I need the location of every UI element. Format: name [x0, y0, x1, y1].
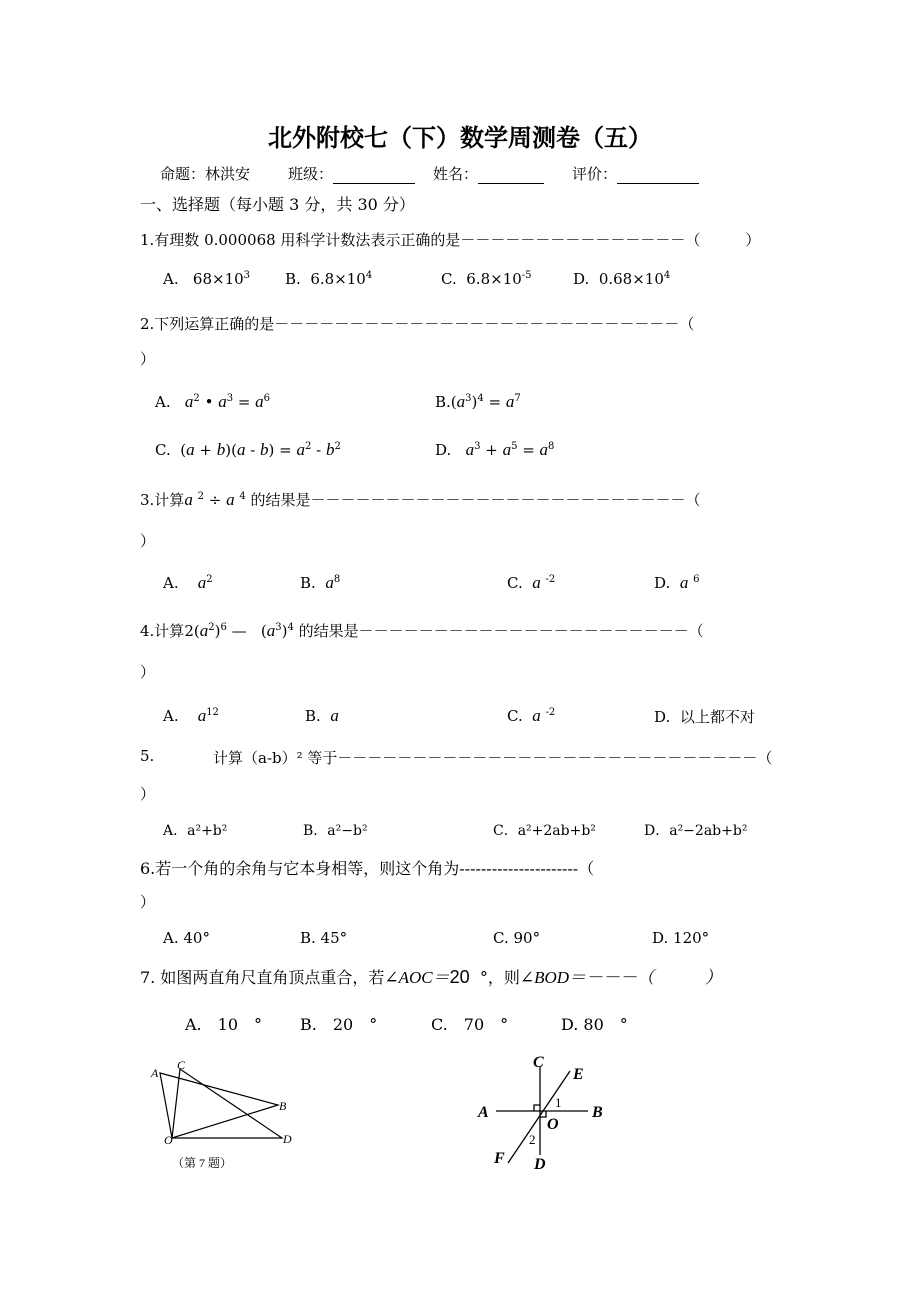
fig1-label-d: D [283, 1132, 292, 1146]
q7-option-a: A. 10 ° [185, 1015, 263, 1034]
fig1-label-b: B [279, 1099, 287, 1113]
q4-option-c: C. a $^{-2}$ [507, 706, 556, 725]
q6-option-d: D. 120° [652, 929, 710, 947]
line-ef [508, 1071, 570, 1163]
q3-option-c: C. a $^{-2}$ [507, 573, 556, 592]
q2-option-d: D. $a^3 + a^5 = a^8$ [435, 440, 555, 459]
q5-option-c: C．a²+2ab+b² [493, 823, 596, 839]
fig2-label-e: E [573, 1066, 584, 1083]
fig2-label-2: 2 [529, 1132, 536, 1147]
q1-option-d: D. $0.68\times 10^4$ [573, 270, 671, 288]
class-field: 班级： [288, 163, 415, 184]
question-2-close: ） [140, 350, 156, 368]
q3-option-a: A. $a^2$ [163, 573, 213, 592]
fig1-label-o: O [164, 1133, 173, 1147]
triangle-aob [160, 1073, 278, 1138]
question-2-stem: 2.下列运算正确的是－－－－－－－－－－－－－－－－－－－－－－－－－－－（ [140, 315, 695, 333]
fig1-label-c: C [177, 1058, 186, 1072]
q4-option-a: A. $a^{12}$ [163, 706, 219, 725]
triangle-cod [172, 1069, 282, 1138]
section-heading: 一、选择题（每小题 3 分，共 30 分） [140, 195, 415, 214]
q5-option-d: D．a²−2ab+b² [644, 823, 748, 839]
fig2-label-a: A [478, 1104, 489, 1121]
question-5-close: ） [140, 785, 156, 803]
right-angle-mark-top [534, 1105, 540, 1111]
q3-option-d: D. a $^6$ [654, 573, 700, 592]
q6-option-b: B. 45° [300, 929, 348, 947]
fig2-label-1: 1 [555, 1095, 562, 1110]
page-title: 北外附校七（下）数学周测卷（五） [268, 124, 652, 152]
question-5-stem: 计算（a-b）² 等于－－－－－－－－－－－－－－－－－－－－－－－－－－－－（ [213, 749, 773, 767]
q2-option-c: C. $(a + b)(a - b) = a^2 - b^2$ [155, 440, 341, 459]
fig1-label-a: A [151, 1066, 159, 1080]
question-5-number: 5. [140, 747, 155, 765]
question-7-stem: 7. 如图两直角尺直角顶点重合，若∠AOC＝20 °，则∠BOD＝－－－（ ） [140, 967, 723, 987]
question-3-close: ） [140, 532, 156, 550]
fig2-label-c: C [533, 1054, 544, 1071]
q5-option-b: B．a²−b² [303, 823, 368, 839]
question-4-close: ） [140, 663, 156, 681]
question-1-stem: 1.有理数 0.000068 用科学计数法表示正确的是－－－－－－－－－－－－－－－（ ） [140, 231, 761, 249]
fig2-label-b: B [592, 1104, 603, 1121]
q1-option-a: A. $68\times 10^3$ [163, 270, 251, 288]
q1-option-c: C. $6.8\times 10^{-5}$ [441, 270, 532, 288]
q4-option-d: D. 以上都不对 [654, 708, 755, 726]
question-4-stem: 4.计算$2(a^2)^6$ — $(a^3)^4$ 的结果是－－－－－－－－－－－－－－－－－－－－－－（ [140, 621, 704, 640]
fig2-label-d: D [534, 1156, 546, 1173]
question-6-close: ） [140, 893, 156, 911]
q7-option-c: C. 70 ° [431, 1015, 509, 1034]
q7-option-d: D. 80 ° [561, 1015, 628, 1034]
fig1-caption: （第 7 题） [172, 1156, 233, 1170]
q6-option-a: A. 40° [163, 929, 210, 947]
q4-option-b: B. a [305, 706, 339, 725]
q6-option-c: C. 90° [493, 929, 541, 947]
q2-option-b: $B.(a^3)^4 = a^7$ [435, 392, 521, 411]
figure-set-squares [140, 1055, 310, 1175]
q5-option-a: A．a²+b² [163, 823, 228, 839]
q1-option-b: B. $6.8\times 10^4$ [285, 270, 373, 288]
question-6-stem: 6.若一个角的余角与它本身相等，则这个角为----------------------（ [140, 859, 595, 878]
fig2-label-o: O [547, 1116, 559, 1133]
fig2-label-f: F [494, 1150, 505, 1167]
q2-option-a: A. $a^2$ • $a^3 = a^6$ [155, 392, 271, 411]
name-field: 姓名： [433, 163, 544, 184]
q7-option-b: B. 20 ° [300, 1015, 378, 1034]
q3-option-b: B. $a^8$ [300, 573, 341, 592]
figure-intersecting-lines [470, 1045, 620, 1175]
eval-field: 评价： [572, 163, 699, 184]
author-label: 命题：林洪安 [160, 165, 251, 183]
question-3-stem: 3.计算a $^2$ ÷ a $^4$ 的结果是－－－－－－－－－－－－－－－－－－－－－－－－－（ [140, 490, 701, 509]
